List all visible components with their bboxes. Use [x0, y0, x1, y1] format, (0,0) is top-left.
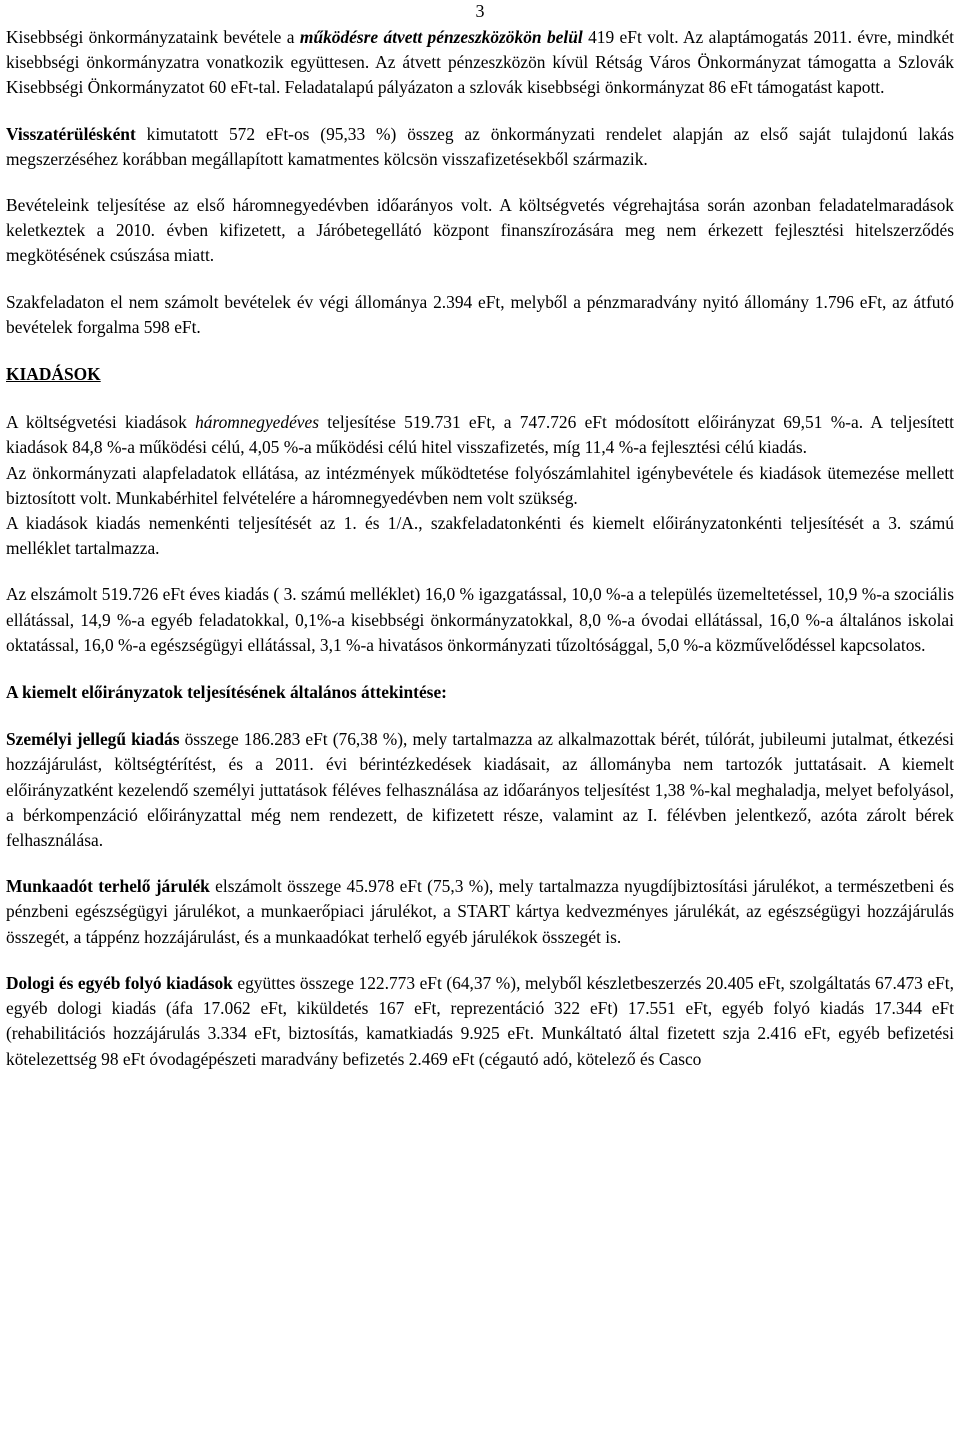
- paragraph-expenditure-summary: [6, 410, 954, 460]
- paragraph-material-expenses: [6, 971, 954, 1072]
- paragraph-text: A költségvetési kiadások: [6, 412, 196, 433]
- bold-term: Dologi és egyéb folyó kiadások: [6, 972, 233, 993]
- paragraph-annex-reference: A kiadások kiadás nemenkénti teljesítését az 1. és 1/A., szakfeladatonkénti és kiemelt előirányzatonkénti teljesítését a 3. számú melléklet tartalmazza.: [6, 513, 954, 559]
- paragraph-text: összege 186.283 eFt (76,38 %), mely tartalmazza az alkalmazottak bérét, túlórát, jubileumi jutalmat, étkezési hozzájárulást, költségtérítést, és a 2011. évi bérintézkedések kiadásait, az állományba nem tartozók juttatásait. A kiemelt előirányzatként kezelendő személyi juttatások féléves felhasználása az időarányos teljesítést 1,38 %-kal meghaladja, melyet befolyásol, a bérkompenzáció előirányzattal még nem rendezett, de kifizetett része, valamint az I. félévben jelentkező, azóta zárolt bérek felhasználása.: [6, 729, 955, 851]
- paragraph-expenditure-breakdown: Az elszámolt 519.726 eFt éves kiadás ( 3. számú melléklet) 16,0 % igazgatással, 10,0 %-a a település üzemeltetéssel, 10,9 %-a szociális ellátással, 14,9 %-a egyéb feladatokkal, 0,1%-a kisebbségi önkormányzatokkal, 8,0 %-a óvodai ellátással, 16,0 %-a általános iskolai oktatással, 16,0 %-a egészségügyi ellátással, 3,1 %-a hivatásos önkormányzati tűzoltósággal, 5,0 %-a közművelődéssel kapcsolatos.: [6, 584, 954, 655]
- paragraph-minority-revenue: [6, 0, 954, 101]
- section-heading-expenditures: KIADÁSOK: [6, 364, 101, 385]
- paragraph-basic-tasks: Az önkormányzati alapfeladatok ellátása, az intézmények működtetése folyószámlahitel igénybevétele és kiadások ütemezése mellett biztosított volt. Munkabérhitel felvételére a háromnegyedévben nem volt szükség.: [6, 462, 954, 508]
- paragraph-revenue-performance: Bevételeink teljesítése az első háromnegyedévben időarányos volt. A költségvetés végrehajtása során azonban feladatelmaradások keletkeztek a 2010. évben kifizetett, a Járóbetegellátó központ finanszírozására meg nem érkezett fejlesztési hitelszerződés megkötésének csúszása miatt.: [6, 195, 954, 266]
- paragraph-personnel-costs: [6, 727, 954, 853]
- bold-term: Visszatérülésként: [6, 123, 136, 144]
- paragraph-employer-contributions: [6, 874, 954, 950]
- bold-term: Személyi jellegű kiadás: [6, 729, 180, 750]
- page-number: 3: [475, 1, 485, 21]
- bold-term: Munkaadót terhelő járulék: [6, 876, 210, 897]
- paragraph-text: kimutatott 572 eFt-os (95,33 %) összeg az önkormányzati rendelet alapján az első saját tulajdonú lakás megszerzéséhez korábban megállapított kamatmentes kölcsön visszafizetésekből származik.: [6, 123, 954, 169]
- paragraph-unaccounted-revenue: Szakfeladaton el nem számolt bevételek év végi állománya 2.394 eFt, melyből a pénzmaradvány nyitó állomány 1.796 eFt, az átfutó bevételek forgalma 598 eFt.: [6, 291, 954, 337]
- paragraph-text: teljesítése 519.731 eFt, a 747.726 eFt módosított előirányzat 69,51 %-a. A teljesített kiadások 84,8 %-a működési célú, 4,05 %-a működési célú hitel visszafizetés, míg 11,4 %-a fejlesztési célú kiadás.: [6, 412, 954, 458]
- paragraph-text: Kisebbségi önkormányzataink bevétele a: [6, 27, 300, 47]
- paragraph-text: 419 eFt volt. Az alaptámogatás 2011. évre, mindkét kisebbségi önkormányzatra vonatkozik együttesen. Az átvett pénzeszközön kívül Rétság Város Önkormányzat támogatta a Szlovák Kisebbségi Önkormányzatot 60 eFt-tal. Feladatalapú pályázaton a szlovák kisebbségi önkormányzat 86 eFt támogatást kapott.: [6, 27, 955, 98]
- document-body: [6, 0, 954, 1072]
- section-heading-overview: A kiemelt előirányzatok teljesítésének általános áttekintése:: [6, 682, 447, 703]
- paragraph-text: elszámolt összege 45.978 eFt (75,3 %), mely tartalmazza nyugdíjbiztosítási járulékot, a természetbeni és pénzbeni egészségügyi járulékot, a munkaerőpiaci járulékot, a START kártya kedvezményes járulékát, az egészségügyi hozzájárulás összegét, a táppénz hozzájárulást, és a munkaadókat terhelő egyéb járulékok összegét is.: [6, 876, 955, 947]
- emphasis-text: háromnegyedéves: [195, 412, 319, 433]
- emphasis-text: működésre átvett pénzeszközökön belül: [299, 27, 583, 47]
- paragraph-text: együttes összege 122.773 eFt (64,37 %), melyből készletbeszerzés 20.405 eFt, szolgáltatás 67.473 eFt, egyéb dologi kiadás (áfa 17.062 eFt, kiküldetés 167 eFt, reprezentáció 322 eFt) 17.551 eFt, egyéb folyó kiadás 17.344 eFt (rehabilitációs hozzájárulás 3.334 eFt, biztosítás, kamatkiadás 9.925 eFt. Munkáltató által fizetett szja 2.416 eFt, egyéb befizetési kötelezettség 98 eFt óvodagépészeti maradvány befizetés 2.469 eFt (cégautó adó, kötelező és Casco: [6, 972, 954, 1069]
- paragraph-refunds: [6, 122, 954, 172]
